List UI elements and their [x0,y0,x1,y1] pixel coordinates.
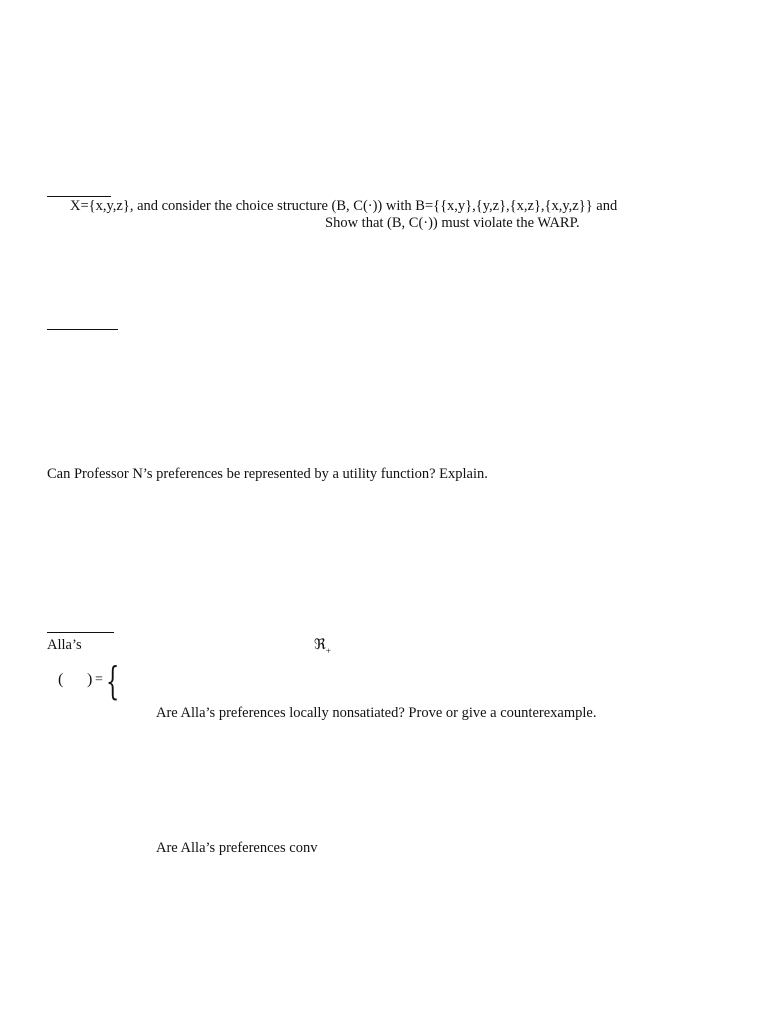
question-3-part-b: Are Alla’s preferences conv [156,840,318,856]
piecewise-brace: { [106,659,120,703]
question-2-line-1: Can Professor N’s preferences be represented by a utility function? Explain. [47,466,488,482]
utility-function-equals: = [95,672,103,687]
question-3-label: Alla’s [47,637,82,653]
real-numbers-symbol [314,637,331,660]
question-1-underline [47,196,111,197]
question-1-line-2: Show that (B, C(·)) must violate the WARP. [325,215,580,231]
real-numbers-glyph: ℜ [314,637,326,653]
question-1-line-1: X={x,y,z}, and consider the choice structure (B, C(·)) with B={{x,y},{y,z},{x,z},{x,y,z}} and [70,198,618,214]
question-3-part-a: Are Alla’s preferences locally nonsatiated? Prove or give a counterexample. [156,705,597,721]
utility-function-close-paren: ) [87,671,93,688]
utility-function-open-paren: ( [58,671,64,688]
real-numbers-subscript: + [325,646,331,656]
question-2-underline [47,329,118,330]
question-3-underline [47,632,114,633]
